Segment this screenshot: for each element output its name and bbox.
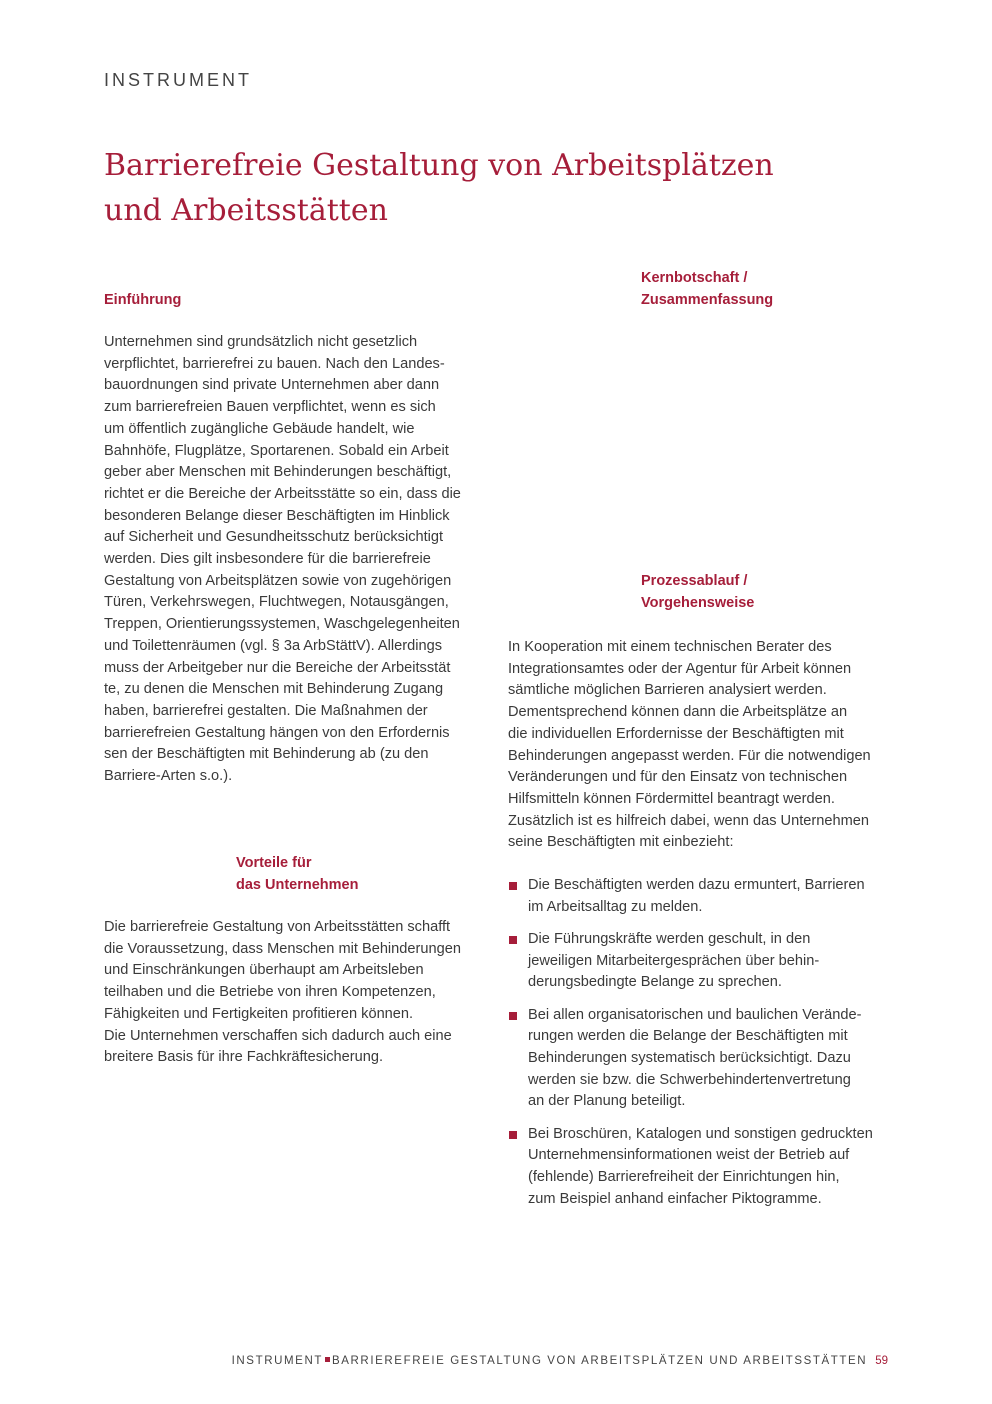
text-line: und Toilettenräumen (vgl. § 3a ArbStättV). Allerdings [104, 637, 443, 654]
bullet-item [508, 875, 873, 918]
page-footer [232, 1355, 888, 1367]
section-kicker: INSTRUMENT [104, 70, 252, 90]
bullet-text-line: zum Beispiel anhand einfacher Piktogramme. [528, 1190, 822, 1207]
text-line: Türen, Verkehrswegen, Fluchtwegen, Notausgängen, [104, 594, 449, 611]
footer-title: BARRIEREFREIE GESTALTUNG VON ARBEITSPLÄTZEN UND ARBEITSSTÄTTEN [331, 1355, 868, 1367]
text-line: Zusätzlich ist es hilfreich dabei, wenn das Unternehmen [508, 812, 869, 829]
text-line: Bahnhöfe, Flugplätze, Sportarenen. Sobald ein Arbeit [104, 442, 449, 459]
heading-einfuehrung: Einführung [104, 292, 182, 308]
text-line: um öffentlich zugängliche Gebäude handelt, wie [104, 420, 415, 437]
bullet-text-line: (fehlende) Barrierefreiheit der Einrichtungen hin, [528, 1168, 840, 1185]
text-line: verpflichtet, barrierefrei zu bauen. Nach den Landes- [104, 355, 445, 372]
text-line: Hilfsmitteln können Fördermittel beantragt werden. [508, 790, 835, 807]
heading-prozess [641, 570, 754, 614]
text-line: besonderen Belange dieser Beschäftigten im Hinblick [104, 507, 450, 524]
bullet-item [508, 929, 873, 994]
title-line: und Arbeitsstätten [104, 193, 388, 228]
bullet-item [508, 1005, 873, 1114]
text-line: die individuellen Erfordernisse der Beschäftigten mit [508, 725, 844, 742]
bullet-square-icon [509, 936, 517, 944]
heading-line: Vorteile für [236, 855, 312, 871]
bullet-item [508, 1124, 873, 1211]
title-line: Barrierefreie Gestaltung von Arbeitsplätzen [104, 148, 774, 183]
heading-line: Vorgehensweise [641, 595, 755, 611]
text-line: Die barrierefreie Gestaltung von Arbeitsstätten schafft [104, 919, 451, 935]
text-line: Gestaltung von Arbeitsplätzen sowie von zugehörigen [104, 572, 452, 589]
text-line: zum barrierefreien Bauen verpflichtet, wenn es sich [104, 399, 436, 416]
text-line: auf Sicherheit und Gesundheitsschutz berücksichtigt [104, 529, 444, 546]
vorteile-text [104, 917, 461, 1069]
bullet-text-line: Die Beschäftigten werden dazu ermuntert, Barrieren [528, 877, 865, 893]
text-line: Veränderungen und für den Einsatz von technischen [508, 769, 848, 786]
footer-separator-icon [325, 1357, 330, 1362]
text-line: die Voraussetzung, dass Menschen mit Behinderungen [104, 940, 461, 957]
heading-line: Zusammenfassung [641, 292, 774, 308]
einfuehrung-text [104, 332, 461, 788]
bullet-text-line: rungen werden die Belange der Beschäftigten mit [528, 1028, 848, 1045]
text-line: In Kooperation mit einem technischen Berater des [508, 639, 832, 655]
prozess-bullet-list [508, 875, 873, 1221]
bullet-text-line: derungsbedingte Belange zu sprechen. [528, 974, 782, 991]
footer-section: INSTRUMENT [231, 1355, 323, 1367]
text-line: Dementsprechend können dann die Arbeitsplätze an [508, 704, 848, 721]
bullet-square-icon [509, 1131, 517, 1139]
text-line: Fähigkeiten und Fertigkeiten profitieren können. [104, 1005, 414, 1022]
text-line: Integrationsamtes oder der Agentur für Arbeit können [508, 660, 852, 677]
heading-vorteile [236, 852, 358, 896]
text-line: seine Beschäftigten mit einbezieht: [508, 834, 734, 851]
text-line: teilhaben und die Betriebe von ihren Kompetenzen, [104, 984, 436, 1001]
bullet-text-line: werden sie bzw. die Schwerbehindertenvertretung [528, 1071, 851, 1088]
text-line: Unternehmen sind grundsätzlich nicht gesetzlich [104, 334, 418, 350]
text-line: werden. Dies gilt insbesondere für die barrierefreie [104, 551, 431, 568]
bullet-square-icon [509, 882, 517, 890]
text-line: richtet er die Bereiche der Arbeitsstätte so ein, dass die [104, 485, 461, 502]
text-line: sämtliche möglichen Barrieren analysiert werden. [508, 682, 827, 699]
bullet-square-icon [509, 1012, 517, 1020]
text-line: barrierefreien Gestaltung hängen von den Erfordernis [104, 724, 450, 741]
text-line: Barriere-Arten s.o.). [104, 768, 233, 785]
text-line: und Einschränkungen überhaupt am Arbeitsleben [104, 962, 424, 979]
page-number: 59 [875, 1355, 888, 1367]
bullet-text-line: im Arbeitsalltag zu melden. [528, 898, 703, 915]
page-title [104, 143, 864, 233]
text-line: Die Unternehmen verschaffen sich dadurch auch eine [104, 1027, 452, 1044]
text-line: muss der Arbeitgeber nur die Bereiche der Arbeitsstät [104, 659, 451, 676]
bullet-text-line: an der Planung beteiligt. [528, 1093, 686, 1110]
text-line: geber aber Menschen mit Behinderungen beschäftigt, [104, 464, 452, 481]
text-line: bauordnungen sind private Unternehmen aber dann [104, 377, 440, 394]
text-line: sen der Beschäftigten mit Behinderung ab (zu den [104, 746, 429, 763]
bullet-text-line: Bei Broschüren, Katalogen und sonstigen gedruckten [528, 1125, 873, 1142]
text-line: te, zu denen die Menschen mit Behinderung Zugang [104, 681, 444, 698]
bullet-text-line: Bei allen organisatorischen und baulichen Verände- [528, 1006, 862, 1023]
bullet-text-line: Unternehmensinformationen weist der Betrieb auf [528, 1147, 850, 1164]
heading-line: Prozessablauf / [641, 573, 748, 589]
heading-line: Kernbotschaft / [641, 270, 748, 286]
heading-kernbotschaft [641, 267, 773, 311]
bullet-text-line: jeweiligen Mitarbeitergesprächen über behin- [528, 952, 820, 969]
heading-line: das Unternehmen [236, 877, 359, 893]
text-line: Treppen, Orientierungssystemen, Waschgelegenheiten [104, 616, 460, 633]
text-line: breitere Basis für ihre Fachkräftesicherung. [104, 1049, 384, 1066]
bullet-text-line: Die Führungskräfte werden geschult, in den [528, 930, 811, 947]
text-line: Behinderungen angepasst werden. Für die notwendigen [508, 747, 871, 764]
bullet-text-line: Behinderungen systematisch berücksichtigt. Dazu [528, 1049, 851, 1066]
prozess-intro [508, 637, 871, 854]
text-line: haben, barrierefrei gestalten. Die Maßnahmen der [104, 702, 428, 719]
